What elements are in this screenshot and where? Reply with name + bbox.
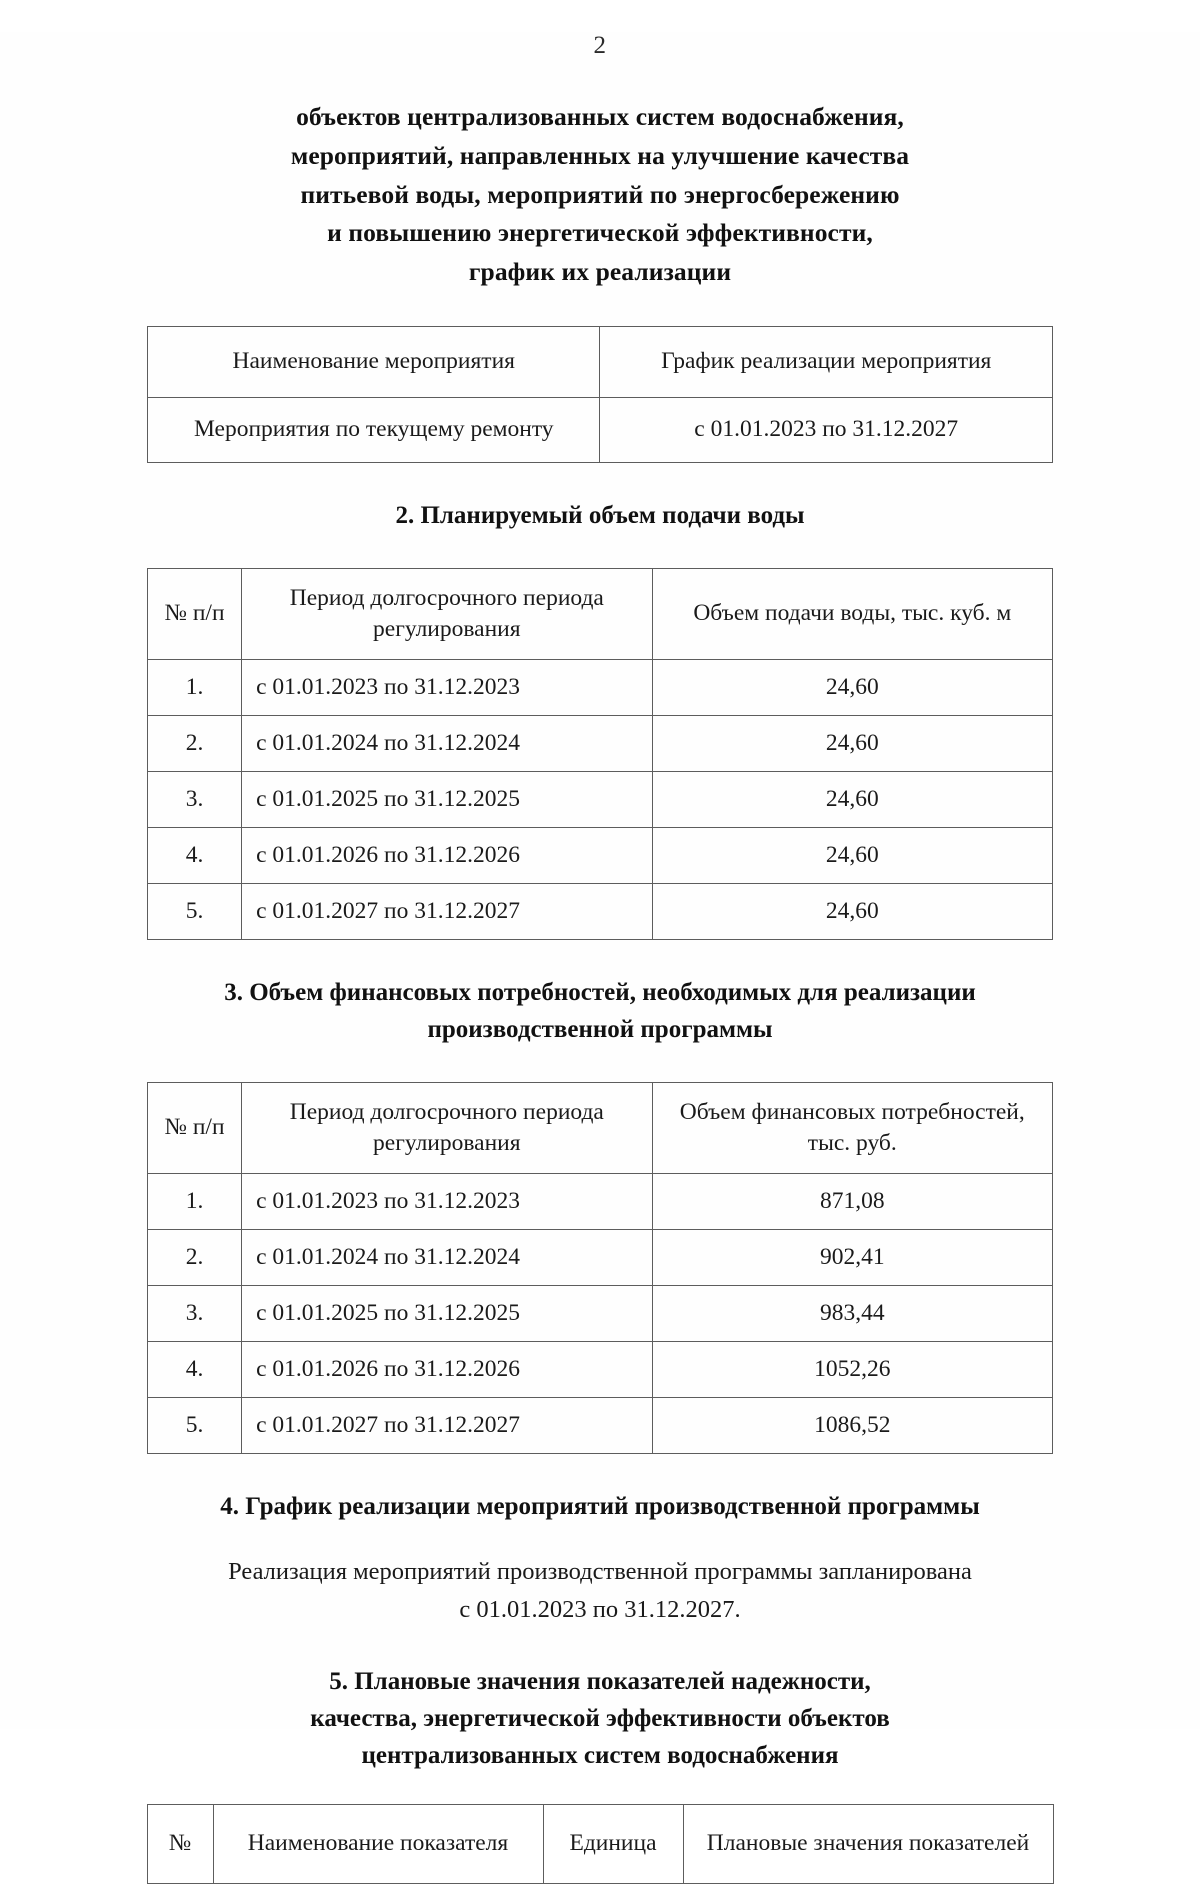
table-header-row xyxy=(148,1082,1053,1173)
section-3-title xyxy=(0,974,1200,1048)
section-3-title-line2: производственной программы xyxy=(427,1015,773,1043)
indicators-header-plan: Плановые значения показателей xyxy=(683,1804,1053,1883)
volume-cell-value: 24,60 xyxy=(652,715,1052,771)
volume-header-period-line1: Период долгосрочного периода xyxy=(289,584,604,611)
table-row xyxy=(148,1229,1053,1285)
volume-header-period-line2: регулирования xyxy=(373,615,521,642)
finance-cell-period: с 01.01.2027 по 31.12.2027 xyxy=(242,1397,652,1453)
section-5-title-line3: централизованных систем водоснабжения xyxy=(361,1741,839,1769)
volume-cell-value: 24,60 xyxy=(652,771,1052,827)
finance-header-period xyxy=(242,1082,652,1173)
table-row xyxy=(148,1397,1053,1453)
section-4-paragraph xyxy=(0,1553,1200,1629)
section-4-title: 4. График реализации мероприятий производственной программы xyxy=(220,1492,980,1520)
table-header-row xyxy=(148,326,1053,397)
finance-cell-no: 3. xyxy=(148,1285,242,1341)
volume-cell-no: 1. xyxy=(148,659,242,715)
table-header-row xyxy=(147,1804,1053,1883)
finance-table-body xyxy=(148,1173,1053,1453)
measures-table xyxy=(147,326,1053,463)
section-4-paragraph-line1: Реализация мероприятий производственной программы запланирована xyxy=(228,1557,972,1585)
volume-cell-no: 2. xyxy=(148,715,242,771)
heading-line-2: мероприятий, направленных на улучшение качества xyxy=(290,140,910,170)
finance-header-period-line2: регулирования xyxy=(373,1129,521,1156)
heading-line-1: объектов централизованных систем водоснабжения, xyxy=(296,102,904,131)
indicators-table xyxy=(147,1804,1054,1884)
finance-cell-value: 871,08 xyxy=(652,1173,1052,1229)
finance-cell-period: с 01.01.2023 по 31.12.2023 xyxy=(242,1173,652,1229)
volume-header-no: № п/п xyxy=(148,568,242,659)
volume-cell-no: 4. xyxy=(148,827,242,883)
heading-line-5: график их реализации xyxy=(468,257,732,286)
section-5-title xyxy=(0,1663,1200,1774)
table-row xyxy=(148,827,1053,883)
finance-cell-no: 1. xyxy=(148,1173,242,1229)
volume-cell-period: с 01.01.2026 по 31.12.2026 xyxy=(242,827,652,883)
table-row xyxy=(148,1285,1053,1341)
volume-header-period xyxy=(242,568,652,659)
table-row xyxy=(148,659,1053,715)
finance-cell-period: с 01.01.2026 по 31.12.2026 xyxy=(242,1341,652,1397)
finance-cell-value: 902,41 xyxy=(652,1229,1052,1285)
volume-table-body xyxy=(148,659,1053,939)
volume-header-value: Объем подачи воды, тыс. куб. м xyxy=(652,568,1052,659)
section-4-paragraph-line2: с 01.01.2023 по 31.12.2027. xyxy=(459,1595,741,1623)
section-2-title: 2. Планируемый объем подачи воды xyxy=(395,501,805,529)
table-row xyxy=(148,715,1053,771)
volume-cell-period: с 01.01.2024 по 31.12.2024 xyxy=(242,715,652,771)
table-row xyxy=(148,771,1053,827)
finance-cell-no: 5. xyxy=(148,1397,242,1453)
page-number: 2 xyxy=(593,32,607,59)
financial-needs-table xyxy=(147,1082,1053,1454)
heading-line-4: и повышению энергетической эффективности, xyxy=(327,218,873,248)
volume-cell-no: 5. xyxy=(148,883,242,939)
volume-cell-value: 24,60 xyxy=(652,827,1052,883)
table-row xyxy=(148,1341,1053,1397)
heading-line-3: питьевой воды, мероприятий по энергосбережению xyxy=(300,179,900,209)
table-row xyxy=(148,1173,1053,1229)
volume-cell-period: с 01.01.2025 по 31.12.2025 xyxy=(242,771,652,827)
measures-header-schedule: График реализации мероприятия xyxy=(600,326,1053,397)
volume-cell-period: с 01.01.2023 по 31.12.2023 xyxy=(242,659,652,715)
section-5-title-line2: качества, энергетической эффективности объектов xyxy=(310,1704,890,1732)
section-5-title-line1: 5. Плановые значения показателей надежности, xyxy=(329,1667,871,1695)
volume-cell-value: 24,60 xyxy=(652,883,1052,939)
measures-header-name: Наименование мероприятия xyxy=(148,326,600,397)
finance-cell-period: с 01.01.2024 по 31.12.2024 xyxy=(242,1229,652,1285)
finance-cell-value: 1052,26 xyxy=(652,1341,1052,1397)
indicators-header-no: № xyxy=(147,1804,213,1883)
finance-cell-value: 983,44 xyxy=(652,1285,1052,1341)
indicators-header-unit: Единица xyxy=(543,1804,683,1883)
finance-header-value xyxy=(652,1082,1052,1173)
measures-cell-schedule: с 01.01.2023 по 31.12.2027 xyxy=(600,397,1053,462)
finance-header-value-line2: тыс. руб. xyxy=(807,1129,897,1156)
finance-cell-no: 4. xyxy=(148,1341,242,1397)
finance-header-value-line1: Объем финансовых потребностей, xyxy=(679,1098,1025,1125)
volume-cell-value: 24,60 xyxy=(652,659,1052,715)
volume-cell-no: 3. xyxy=(148,771,242,827)
finance-cell-period: с 01.01.2025 по 31.12.2025 xyxy=(242,1285,652,1341)
document-page xyxy=(0,32,1200,1857)
indicators-header-name: Наименование показателя xyxy=(213,1804,543,1883)
table-row xyxy=(148,397,1053,462)
finance-header-period-line1: Период долгосрочного периода xyxy=(289,1098,604,1125)
document-heading xyxy=(0,98,1200,292)
water-volume-table xyxy=(147,568,1053,940)
section-3-title-line1: 3. Объем финансовых потребностей, необходимых для реализации xyxy=(224,978,976,1006)
measures-cell-name: Мероприятия по текущему ремонту xyxy=(148,397,600,462)
table-row xyxy=(148,883,1053,939)
finance-header-no: № п/п xyxy=(148,1082,242,1173)
table-header-row xyxy=(148,568,1053,659)
finance-cell-value: 1086,52 xyxy=(652,1397,1052,1453)
volume-cell-period: с 01.01.2027 по 31.12.2027 xyxy=(242,883,652,939)
finance-cell-no: 2. xyxy=(148,1229,242,1285)
